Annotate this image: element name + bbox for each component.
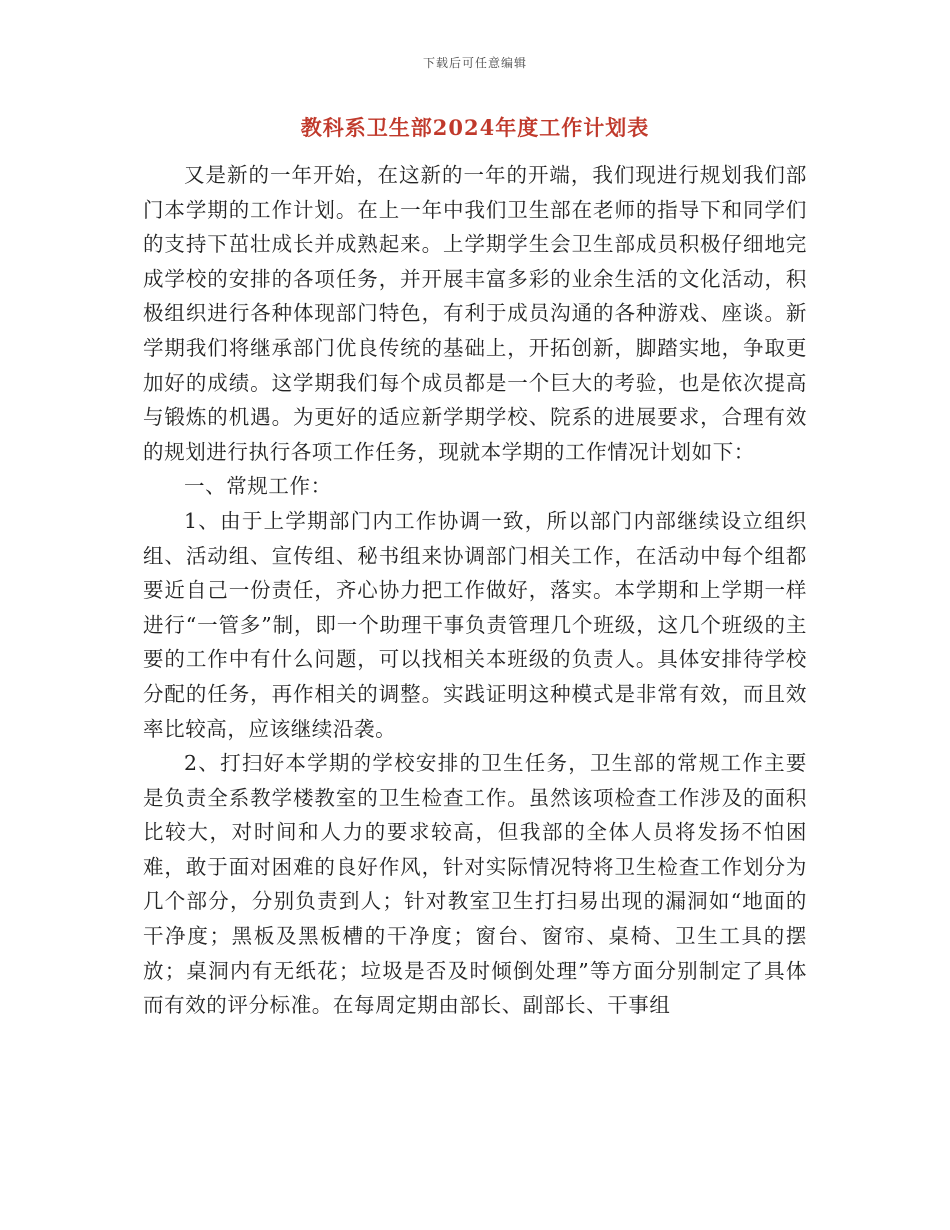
- document-title: 教科系卫生部2024年度工作计划表: [300, 115, 650, 140]
- document-body: [143, 158, 807, 1023]
- section-heading-routine-work: 一、常规工作：: [184, 474, 332, 499]
- paragraph-item-2: 2、打扫好本学期的学校安排的卫生任务，卫生部的常规工作主要是负责全系教学楼教室的卫生检查工作。虽然该项检查工作涉及的面积比较大，对时间和人力的要求较高，但我部的全体人员将发扬不怕困难，敢于面对困难的良好作风，针对实际情况特将卫生检查工作划分为几个部分，分别负责到人；针对教室卫生打扫易出现的漏洞如“地面的干净度；黑板及黑板槽的干净度；窗台、窗帘、桌椅、卫生工具的摆放；桌洞内有无纸花；垃圾是否及时倾倒处理”等方面分别制定了具体而有效的评分标准。在每周定期由部长、副部长、干事组: [143, 751, 807, 1018]
- paragraph-item-1: 1、由于上学期部门内工作协调一致，所以部门内部继续设立组织组、活动组、宣传组、秘书组来协调部门相关工作，在活动中每个组都要近自己一份责任，齐心协力把工作做好，落实。本学期和上学期一样进行“一管多”制，即一个助理干事负责管理几个班级，这几个班级的主要的工作中有什么问题，可以找相关本班级的负责人。具体安排待学校分配的任务，再作相关的调整。实践证明这种模式是非常有效，而且效率比较高，应该继续沿袭。: [143, 508, 807, 741]
- paragraph-intro: 又是新的一年开始，在这新的一年的开端，我们现进行规划我们部门本学期的工作计划。在上一年中我们卫生部在老师的指导下和同学们的支持下茁壮成长并成熟起来。上学期学生会卫生部成员积极仔细地完成学校的安排的各项任务，并开展丰富多彩的业余生活的文化活动，积极组织进行各种体现部门特色，有利于成员沟通的各种游戏、座谈。新学期我们将继承部门优良传统的基础上，开拓创新，脚踏实地，争取更加好的成绩。这学期我们每个成员都是一个巨大的考验，也是依次提高与锻炼的机遇。为更好的适应新学期学校、院系的进展要求，合理有效的规划进行执行各项工作任务，现就本学期的工作情况计划如下：: [143, 163, 807, 464]
- header-note: 下载后可任意编辑: [422, 56, 527, 70]
